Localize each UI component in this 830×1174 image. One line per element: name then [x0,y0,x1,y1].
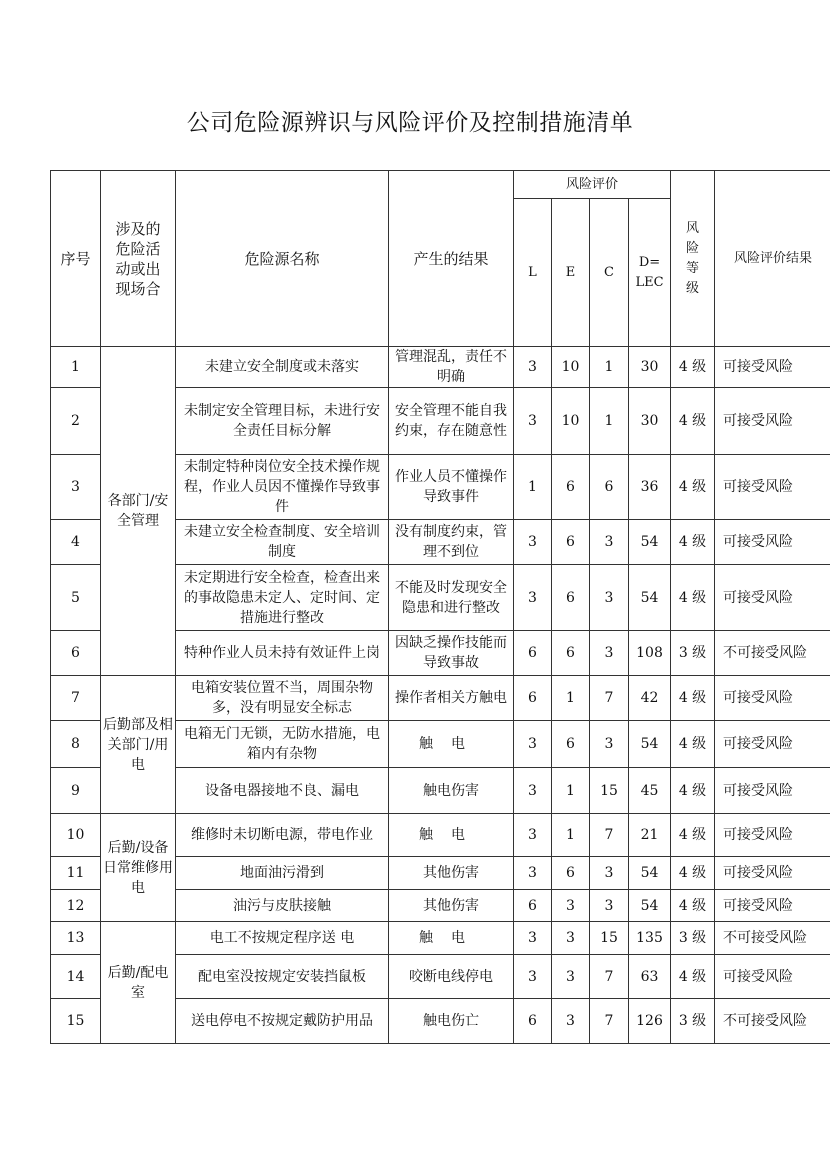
header-activity-line: 现场合 [115,279,161,298]
cell-eval: 不可接受风险 [715,922,830,955]
group-cell-1: 各部门/安全管理 [101,347,176,676]
cell-L: 3 [514,565,552,631]
cell-hazard: 特种作业人员未持有效证件上岗 [176,631,389,676]
cell-L: 3 [514,922,552,955]
header-level: 风 险 等 级 [671,171,715,347]
cell-no: 9 [51,768,101,814]
header-activity [101,171,176,347]
cell-hazard: 送电停电不按规定戴防护用品 [176,999,389,1044]
cell-level: 4 级 [671,890,715,922]
page-title: 公司危险源辨识与风险评价及控制措施清单 [186,110,634,136]
cell-eval: 可接受风险 [715,520,830,565]
cell-C: 7 [590,955,629,999]
cell-D: 54 [629,890,671,922]
header-consequence: 产生的结果 [389,171,514,347]
cell-result: 操作者相关方触电 [389,676,514,721]
cell-D: 54 [629,721,671,768]
cell-eval: 可接受风险 [715,388,830,455]
cell-result: 没有制度约束，管理不到位 [389,520,514,565]
cell-no: 14 [51,955,101,999]
cell-no: 8 [51,721,101,768]
cell-L: 6 [514,676,552,721]
cell-no: 7 [51,676,101,721]
cell-E: 6 [552,520,590,565]
cell-level: 4 级 [671,347,715,388]
cell-eval: 可接受风险 [715,721,830,768]
cell-C: 7 [590,814,629,857]
cell-eval: 可接受风险 [715,676,830,721]
cell-level: 4 级 [671,565,715,631]
cell-E: 6 [552,631,590,676]
cell-level: 4 级 [671,768,715,814]
cell-hazard: 维修时未切断电源，带电作业 [176,814,389,857]
cell-D: 42 [629,676,671,721]
cell-hazard: 设备电器接地不良、漏电 [176,768,389,814]
cell-D: 54 [629,857,671,890]
cell-level: 4 级 [671,955,715,999]
cell-L: 1 [514,455,552,520]
header-C: C [590,199,629,347]
cell-L: 3 [514,721,552,768]
cell-D: 21 [629,814,671,857]
cell-L: 6 [514,999,552,1044]
cell-D: 54 [629,520,671,565]
table-row [51,814,830,857]
cell-result: 触电 [389,721,514,768]
cell-E: 1 [552,814,590,857]
cell-C: 7 [590,676,629,721]
cell-C: 3 [590,520,629,565]
cell-L: 6 [514,631,552,676]
cell-result: 因缺乏操作技能而导致事故 [389,631,514,676]
cell-eval: 不可接受风险 [715,999,830,1044]
cell-L: 3 [514,347,552,388]
cell-no: 5 [51,565,101,631]
cell-D: 63 [629,955,671,999]
cell-eval: 可接受风险 [715,565,830,631]
header-activity-line: 危险活 [115,239,161,258]
cell-C: 15 [590,768,629,814]
cell-C: 3 [590,857,629,890]
cell-C: 3 [590,631,629,676]
cell-level: 3 级 [671,631,715,676]
cell-E: 3 [552,999,590,1044]
cell-hazard: 未制定安全管理目标，未进行安全责任目标分解 [176,388,389,455]
cell-E: 6 [552,455,590,520]
cell-no: 11 [51,857,101,890]
header-D: D= LEC [629,199,671,347]
cell-hazard: 地面油污滑到 [176,857,389,890]
cell-result: 触电伤亡 [389,999,514,1044]
cell-level: 4 级 [671,520,715,565]
header-result: 风险评价结果 [715,171,830,347]
cell-D: 45 [629,768,671,814]
cell-L: 3 [514,955,552,999]
cell-no: 3 [51,455,101,520]
cell-eval: 可接受风险 [715,955,830,999]
cell-E: 10 [552,347,590,388]
cell-E: 6 [552,721,590,768]
table-row [51,676,830,721]
group-cell-2: 后勤部及相关部门/用电 [101,676,176,814]
cell-C: 6 [590,455,629,520]
cell-result: 其他伤害 [389,890,514,922]
cell-eval: 可接受风险 [715,814,830,857]
cell-result: 咬断电线停电 [389,955,514,999]
cell-D: 30 [629,347,671,388]
cell-no: 6 [51,631,101,676]
cell-result: 作业人员不懂操作导致事件 [389,455,514,520]
cell-hazard: 未制定特种岗位安全技术操作规程，作业人员因不懂操作导致事件 [176,455,389,520]
header-L: L [514,199,552,347]
cell-E: 3 [552,922,590,955]
cell-result: 安全管理不能自我约束，存在随意性 [389,388,514,455]
cell-hazard: 电工不按规定程序送 电 [176,922,389,955]
cell-L: 3 [514,814,552,857]
cell-eval: 可接受风险 [715,768,830,814]
cell-E: 6 [552,857,590,890]
cell-level: 4 级 [671,814,715,857]
cell-eval: 可接受风险 [715,890,830,922]
cell-level: 4 级 [671,455,715,520]
cell-no: 4 [51,520,101,565]
cell-result: 触电 [389,814,514,857]
cell-no: 2 [51,388,101,455]
header-activity-line: 涉及的 [115,219,161,238]
cell-no: 1 [51,347,101,388]
group-cell-3: 后勤/设备日常维修用电 [101,814,176,922]
cell-result: 不能及时发现安全隐患和进行整改 [389,565,514,631]
cell-L: 3 [514,768,552,814]
cell-C: 3 [590,565,629,631]
table-row [51,347,830,388]
cell-hazard: 油污与皮肤接触 [176,890,389,922]
cell-hazard: 电箱无门无锁，无防水措施，电箱内有杂物 [176,721,389,768]
cell-level: 4 级 [671,721,715,768]
cell-E: 3 [552,955,590,999]
cell-E: 6 [552,565,590,631]
cell-D: 36 [629,455,671,520]
cell-L: 3 [514,857,552,890]
table-row [51,922,830,955]
group-cell-4: 后勤/配电室 [101,922,176,1044]
cell-level: 4 级 [671,857,715,890]
cell-C: 15 [590,922,629,955]
cell-level: 3 级 [671,922,715,955]
cell-hazard: 电箱安装位置不当，周围杂物多，没有明显安全标志 [176,676,389,721]
cell-E: 10 [552,388,590,455]
cell-level: 4 级 [671,388,715,455]
cell-result: 触电伤害 [389,768,514,814]
cell-no: 10 [51,814,101,857]
risk-table [50,170,830,1044]
cell-C: 3 [590,890,629,922]
cell-level: 4 级 [671,676,715,721]
header-activity-line: 动或出 [115,259,161,278]
cell-E: 3 [552,890,590,922]
cell-E: 1 [552,676,590,721]
cell-D: 135 [629,922,671,955]
cell-eval: 可接受风险 [715,347,830,388]
cell-hazard: 未建立安全检查制度、安全培训制度 [176,520,389,565]
cell-level: 3 级 [671,999,715,1044]
cell-hazard: 未定期进行安全检查，检查出来的事故隐患未定人、定时间、定措施进行整改 [176,565,389,631]
cell-result: 其他伤害 [389,857,514,890]
cell-eval: 可接受风险 [715,455,830,520]
header-seq: 序号 [51,171,101,347]
cell-C: 7 [590,999,629,1044]
cell-result: 管理混乱，责任不明确 [389,347,514,388]
cell-L: 3 [514,520,552,565]
cell-D: 108 [629,631,671,676]
cell-C: 3 [590,721,629,768]
cell-D: 54 [629,565,671,631]
cell-eval: 不可接受风险 [715,631,830,676]
header-E: E [552,199,590,347]
cell-C: 1 [590,347,629,388]
cell-no: 15 [51,999,101,1044]
cell-L: 6 [514,890,552,922]
cell-D: 30 [629,388,671,455]
header-risk-eval: 风险评价 [514,171,671,199]
cell-result: 触电 [389,922,514,955]
header-hazard: 危险源名称 [176,171,389,347]
cell-D: 126 [629,999,671,1044]
cell-no: 13 [51,922,101,955]
cell-eval: 可接受风险 [715,857,830,890]
cell-no: 12 [51,890,101,922]
cell-hazard: 未建立安全制度或未落实 [176,347,389,388]
cell-C: 1 [590,388,629,455]
cell-L: 3 [514,388,552,455]
cell-hazard: 配电室没按规定安装挡鼠板 [176,955,389,999]
cell-E: 1 [552,768,590,814]
